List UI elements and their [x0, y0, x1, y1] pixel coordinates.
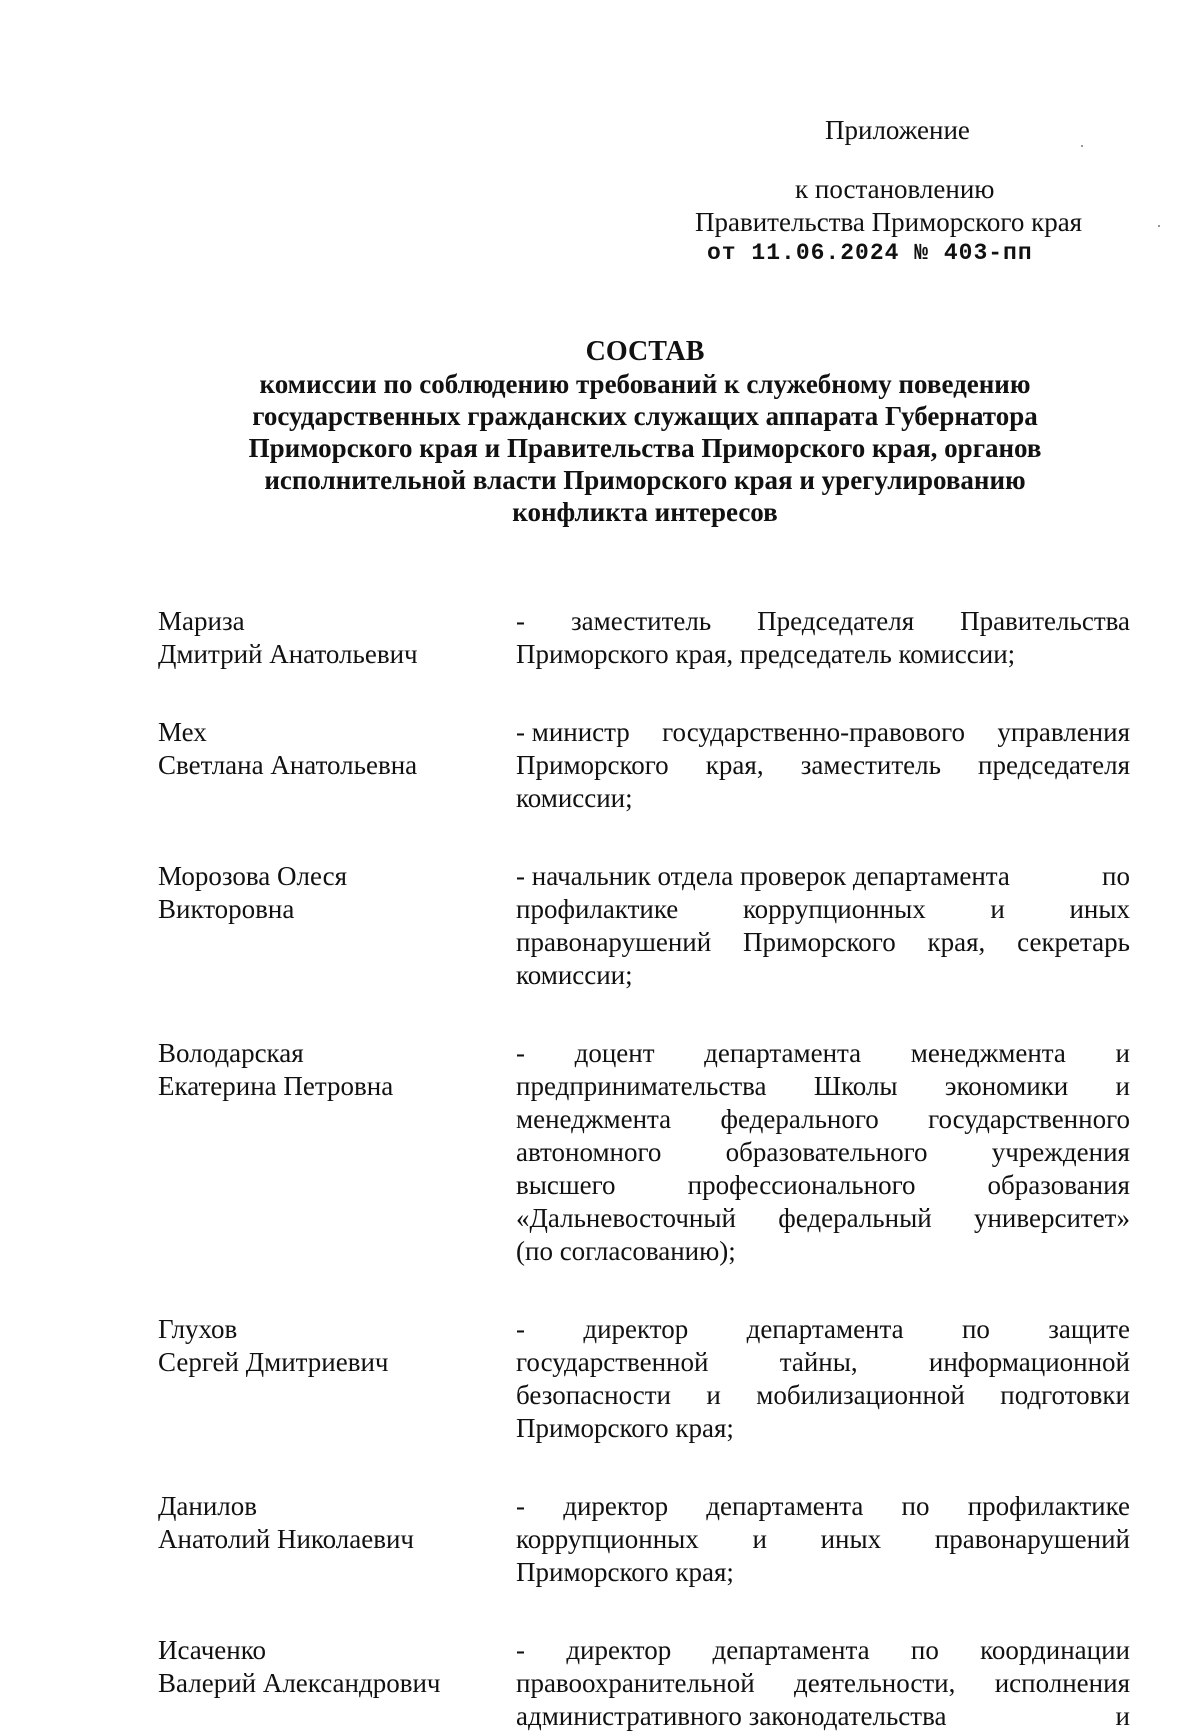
member-role-line: [516, 1556, 1130, 1589]
role-word: «Дальневосточный: [516, 1203, 736, 1233]
role-word: Школы: [813, 1071, 898, 1101]
role-word: Приморского края;: [516, 1557, 734, 1587]
member-role-line: [516, 749, 1130, 782]
role-word: менеджмента: [910, 1038, 1066, 1068]
member-role: [516, 1490, 1130, 1589]
member-role-line: [516, 926, 1130, 959]
member-role: [516, 1037, 1130, 1268]
member-entry: [158, 860, 1130, 992]
role-word: коррупционных: [742, 894, 926, 924]
member-name: [158, 1634, 516, 1700]
role-word: учреждения: [991, 1137, 1130, 1167]
role-word: директор: [583, 1314, 689, 1344]
member-role-line: [516, 1412, 1130, 1445]
member-name: [158, 605, 516, 671]
member-role: [516, 716, 1130, 815]
role-word: правонарушений: [516, 927, 712, 957]
role-word: государственной: [516, 1347, 709, 1377]
role-word: -: [516, 1635, 525, 1665]
role-word: безопасности: [516, 1380, 671, 1410]
resolution-issuer: Правительства Приморского края: [695, 207, 1083, 237]
member-role-line: [516, 638, 1130, 671]
role-word: директор: [563, 1491, 669, 1521]
role-word: и: [990, 894, 1005, 924]
subtitle-line: Приморского края и Правительства Приморского края, органов: [248, 433, 1042, 463]
member-role-line: [516, 716, 1130, 749]
member-entry: [158, 605, 1130, 671]
member-role-line: [516, 1346, 1130, 1379]
member-name-line: Светлана Анатольевна: [158, 750, 418, 780]
role-word: иных: [1069, 894, 1130, 924]
role-word: автономного: [516, 1137, 662, 1167]
scan-speck: [1158, 225, 1160, 227]
member-name-line: Сергей Дмитриевич: [158, 1347, 389, 1377]
role-word: профилактике: [516, 894, 679, 924]
member-name-line: Мех: [158, 717, 207, 747]
role-word: -: [516, 1491, 525, 1521]
appendix-heading: Приложение: [825, 115, 970, 145]
role-word: управления: [997, 717, 1130, 747]
member-role-line: [516, 959, 1130, 992]
role-word: менеджмента: [516, 1104, 672, 1134]
member-name: [158, 1490, 516, 1556]
member-name-line: Данилов: [158, 1491, 258, 1521]
role-word: департамента: [706, 1491, 864, 1521]
role-word: высшего: [516, 1170, 616, 1200]
document-title: СОСТАВ: [585, 336, 705, 367]
member-role-line: [516, 1313, 1130, 1346]
member-entry: [158, 1634, 1130, 1733]
role-word: доцент: [574, 1038, 655, 1068]
member-name-line: Морозова Олеся: [158, 861, 347, 891]
member-name-line: Володарская: [158, 1038, 304, 1068]
role-word: заместитель: [570, 606, 712, 636]
role-word: государственного: [928, 1104, 1130, 1134]
member-name-line: Анатолий Николаевич: [158, 1524, 414, 1554]
role-word: университет»: [973, 1203, 1130, 1233]
role-word: заместитель: [800, 750, 941, 780]
member-role-line: [516, 1667, 1130, 1700]
member-role-line: [516, 1634, 1130, 1667]
member-entry: [158, 1037, 1130, 1268]
subtitle-line: исполнительной власти Приморского края и урегулированию: [264, 465, 1026, 495]
role-word: департамента: [712, 1635, 870, 1665]
role-word: Приморского: [743, 927, 896, 957]
role-word: края,: [705, 750, 764, 780]
role-word: профилактике: [967, 1491, 1130, 1521]
member-entry: [158, 716, 1130, 815]
member-role-line: [516, 893, 1130, 926]
role-word: подготовки: [1000, 1380, 1130, 1410]
member-role-line: [516, 1037, 1130, 1070]
subtitle-line: государственных гражданских служащих аппарата Губернатора: [252, 401, 1038, 431]
role-word: предпринимательства: [516, 1071, 767, 1101]
role-word: федеральный: [778, 1203, 932, 1233]
role-word: председателя: [978, 750, 1130, 780]
role-word: и: [1115, 1701, 1130, 1731]
member-role: [516, 1313, 1130, 1445]
member-role-line: [516, 1136, 1130, 1169]
member-role: [516, 1634, 1130, 1733]
role-word: и: [752, 1524, 767, 1554]
role-word: правоохранительной: [516, 1668, 755, 1698]
role-word: по: [961, 1314, 990, 1344]
role-word: директор: [566, 1635, 672, 1665]
role-word: Председателя: [757, 606, 915, 636]
member-role-line: [516, 782, 1130, 815]
role-word: и: [1115, 1038, 1130, 1068]
member-role-line: [516, 1202, 1130, 1235]
member-name: [158, 1037, 516, 1103]
member-name-line: Мариза: [158, 606, 245, 636]
role-word: комиссии;: [516, 783, 633, 813]
role-word: по: [910, 1635, 939, 1665]
role-word: департамента: [746, 1314, 904, 1344]
member-role-line: [516, 1379, 1130, 1412]
role-word: департамента: [704, 1038, 862, 1068]
role-word: иных: [820, 1524, 882, 1554]
role-word: образования: [987, 1170, 1130, 1200]
member-name-line: Екатерина Петровна: [158, 1071, 394, 1101]
role-word: края,: [927, 927, 986, 957]
role-word: образовательного: [725, 1137, 928, 1167]
member-name: [158, 860, 516, 926]
role-word: коррупционных: [516, 1524, 699, 1554]
role-word: информационной: [928, 1347, 1130, 1377]
member-role-line: [516, 1700, 1130, 1733]
role-word: комиссии;: [516, 960, 633, 990]
role-word: профессионального: [687, 1170, 916, 1200]
role-word: защите: [1048, 1314, 1130, 1344]
role-word: деятельности,: [794, 1668, 956, 1698]
member-role-line: [516, 860, 1130, 893]
role-word: координации: [980, 1635, 1130, 1665]
members-list: [158, 605, 1130, 1733]
role-word: мобилизационной: [756, 1380, 965, 1410]
subtitle-line: комиссии по соблюдению требований к служебному поведению: [259, 369, 1031, 399]
role-word: правонарушений: [934, 1524, 1130, 1554]
member-role-line: [516, 1235, 1130, 1268]
member-role: [516, 605, 1130, 671]
role-word: - начальник отдела проверок департамента: [516, 861, 1010, 891]
scan-speck: [1081, 145, 1083, 147]
member-role: [516, 860, 1130, 992]
member-name: [158, 1313, 516, 1379]
member-role-line: [516, 1490, 1130, 1523]
role-word: по: [901, 1491, 930, 1521]
role-word: и: [706, 1380, 721, 1410]
role-word: - министр: [516, 717, 630, 747]
role-word: административного законодательства: [516, 1701, 947, 1731]
member-name-line: Исаченко: [158, 1635, 266, 1665]
resolution-date-number: от 11.06.2024 № 403-пп: [707, 240, 1033, 266]
subtitle-line: конфликта интересов: [512, 497, 778, 527]
member-role-line: [516, 1523, 1130, 1556]
member-name-line: Глухов: [158, 1314, 238, 1344]
role-word: секретарь: [1017, 927, 1130, 957]
role-word: исполнения: [994, 1668, 1130, 1698]
member-entry: [158, 1313, 1130, 1445]
member-entry: [158, 1490, 1130, 1589]
member-name-line: Валерий Александрович: [158, 1668, 441, 1698]
role-word: федерального: [720, 1104, 879, 1134]
role-word: -: [516, 606, 525, 636]
role-word: Приморского края, председатель комиссии;: [516, 639, 1016, 669]
member-name: [158, 716, 516, 782]
role-word: Приморского края;: [516, 1413, 734, 1443]
role-word: Правительства: [960, 606, 1130, 636]
member-role-line: [516, 1103, 1130, 1136]
role-word: государственно-правового: [662, 717, 966, 747]
member-name-line: Дмитрий Анатольевич: [158, 639, 418, 669]
role-word: и: [1115, 1071, 1130, 1101]
role-word: (по согласованию);: [516, 1236, 736, 1266]
member-role-line: [516, 605, 1130, 638]
resolution-reference: к постановлению: [795, 174, 995, 204]
role-word: тайны,: [779, 1347, 858, 1377]
document-subtitle: [150, 368, 1140, 528]
member-role-line: [516, 1070, 1130, 1103]
member-name-line: Викторовна: [158, 894, 295, 924]
member-role-line: [516, 1169, 1130, 1202]
role-word: по: [1102, 861, 1130, 891]
role-word: Приморского: [516, 750, 669, 780]
role-word: -: [516, 1038, 525, 1068]
role-word: экономики: [944, 1071, 1069, 1101]
role-word: -: [516, 1314, 525, 1344]
